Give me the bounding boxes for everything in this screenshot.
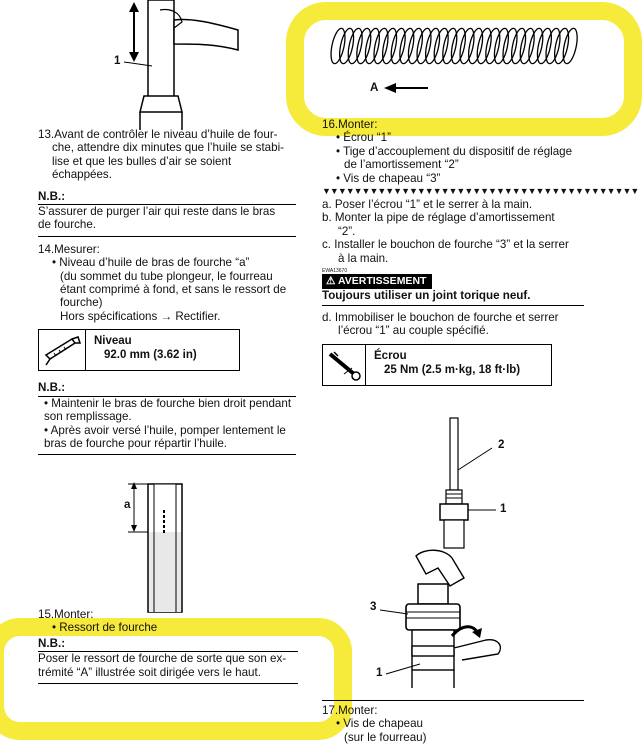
step-14-line-4: Hors spécifications → Rectifier. bbox=[60, 309, 221, 323]
figure-fork-tube-hand bbox=[100, 0, 240, 130]
step-14-line-3: fourche) bbox=[60, 296, 103, 310]
spec-box-niveau bbox=[38, 329, 240, 371]
step-17-heading: 17.Monter: bbox=[322, 704, 378, 717]
figure-oil-level bbox=[118, 480, 198, 612]
caliper-icon bbox=[39, 330, 86, 370]
nb-1-line-1: S’assurer de purger l’air qui reste dans le bras bbox=[38, 205, 276, 219]
fig1-callout-1: 1 bbox=[114, 54, 121, 67]
proc-b-line-2: “2”. bbox=[338, 224, 356, 238]
nb-3-rule bbox=[38, 683, 298, 684]
proc-d-line-2: l’écrou “1” au couple spécifié. bbox=[338, 324, 489, 338]
step-14-line-1: (du sommet du tube plongeur, le fourreau bbox=[60, 269, 273, 283]
step-14-bullet: • Niveau d’huile de bras de fourche “a” bbox=[52, 256, 250, 270]
nb-2-rule bbox=[38, 454, 296, 455]
nb-2-bullet-1-line-1: • Maintenir le bras de fourche bien droit pendant bbox=[44, 396, 292, 410]
nb-2-bullet-2-line-2: bras de fourche pour répartir l’huile. bbox=[44, 436, 228, 450]
spec-1-value: 92.0 mm (3.62 in) bbox=[104, 349, 197, 362]
proc-a: a. Poser l’écrou “1” et le serrer à la main. bbox=[322, 198, 533, 212]
fig2-callout-a: a bbox=[124, 498, 131, 511]
nb-2-bullet-2-line-1: • Après avoir versé l’huile, pomper lentement le bbox=[44, 423, 286, 437]
spec-2-value: 25 Nm (2.5 m·kg, 18 ft·lb) bbox=[384, 363, 521, 376]
step-15-block bbox=[38, 608, 298, 684]
proc-c-line-2: à la main. bbox=[338, 251, 389, 265]
nb-2-bullet-1-line-2: son remplissage. bbox=[44, 410, 132, 424]
step-16-item-3: de l’amortissement “2” bbox=[344, 158, 459, 172]
right-column-text bbox=[322, 118, 639, 386]
nb-1-line-2: de fourche. bbox=[38, 218, 97, 232]
spring-callout-a: A bbox=[370, 81, 379, 94]
nb-2-label: N.B.: bbox=[38, 381, 296, 396]
step-13-line-1: che, attendre dix minutes que l’huile se stabi- bbox=[52, 141, 285, 155]
figure-fork-spring bbox=[332, 24, 592, 96]
figure-damper-rod bbox=[410, 418, 520, 548]
nb-3-label: N.B.: bbox=[38, 637, 298, 652]
step-13-line-2: lise et que les bulles d’air se soient bbox=[52, 154, 232, 168]
torque-wrench-icon bbox=[323, 345, 366, 385]
step-15-bullet: • Ressort de fourche bbox=[52, 621, 158, 635]
dotted-divider: ▼▼▼▼▼▼▼▼▼▼▼▼▼▼▼▼▼▼▼▼▼▼▼▼▼▼▼▼▼▼▼▼▼▼▼▼▼▼▼▼ bbox=[322, 186, 639, 197]
step-16-item-4: • Vis de chapeau “3” bbox=[336, 171, 441, 185]
fig3-callout-1: 1 bbox=[500, 502, 507, 515]
nb-1-label: N.B.: bbox=[38, 190, 296, 205]
spec-box-ecrou bbox=[322, 344, 552, 386]
warning-text: Toujours utiliser un joint torique neuf. bbox=[322, 289, 584, 305]
step-13-heading: 13.Avant de contrôler le niveau d’huile de four- bbox=[38, 128, 278, 141]
warning-code: EWA13670 bbox=[322, 268, 348, 275]
proc-b-line-1: b. Monter la pipe de réglage d’amortissement bbox=[322, 211, 555, 225]
warning-banner bbox=[322, 274, 584, 289]
fig4-callout-3: 3 bbox=[370, 600, 377, 613]
proc-c-line-1: c. Installer le bouchon de fourche “3” et la serrer bbox=[322, 238, 569, 252]
left-column-text bbox=[38, 128, 296, 455]
fig4-callout-1: 1 bbox=[376, 666, 383, 679]
spec-1-title: Niveau bbox=[94, 335, 132, 348]
nb-3-line-2: trémité “A” illustrée soit dirigée vers le haut. bbox=[38, 665, 261, 679]
step-16-item-2: • Tige d’accouplement du dispositif de réglage bbox=[336, 144, 573, 158]
spec-2-title: Écrou bbox=[374, 349, 407, 362]
step-14-heading: 14.Mesurer: bbox=[38, 242, 100, 256]
step-14-line-2: étant comprimé à fond, et sans le ressort de bbox=[60, 283, 287, 297]
step-13-line-3: échappées. bbox=[52, 168, 112, 182]
figure-fork-cap-install bbox=[366, 548, 506, 688]
step-17-rule bbox=[322, 700, 584, 701]
step-17-line-1: • Vis de chapeau bbox=[336, 717, 423, 731]
fig3-callout-2: 2 bbox=[498, 438, 505, 451]
step-15-heading: 15.Monter: bbox=[38, 608, 94, 621]
step-16-item-1: • Écrou “1” bbox=[336, 131, 391, 145]
nb-3-line-1: Poser le ressort de fourche de sorte que son ex- bbox=[38, 652, 287, 666]
step-17-line-2: (sur le fourreau) bbox=[344, 730, 427, 744]
step-17-block bbox=[322, 700, 584, 744]
warning-triangle-icon: ⚠ bbox=[326, 275, 336, 288]
step-16-heading: 16.Monter: bbox=[322, 118, 378, 131]
nb-1-rule bbox=[38, 236, 296, 237]
warning-label: AVERTISSEMENT bbox=[337, 275, 427, 288]
proc-d-line-1: d. Immobiliser le bouchon de fourche et serrer bbox=[322, 310, 559, 324]
